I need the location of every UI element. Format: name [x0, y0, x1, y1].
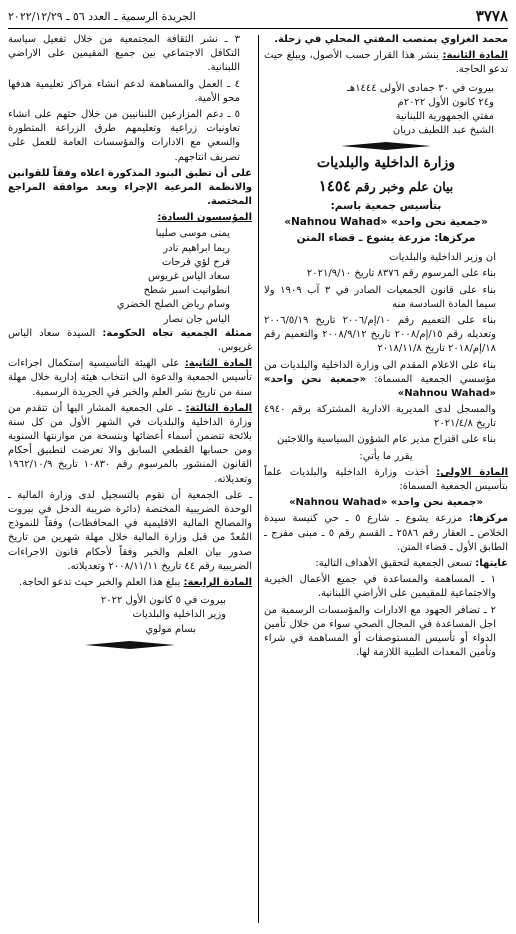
right-column	[264, 33, 508, 923]
section-divider-icon	[341, 142, 431, 150]
article-label: المادة الاولى:	[436, 466, 508, 478]
left-column	[8, 33, 252, 923]
association-name-line: «جمعية نحن واحد» «Nahnou Wahad»	[289, 497, 483, 509]
notice-text: بناء على الاعلام المقدم الى وزارة الداخلية والبلديات من مؤسسي الجمعية المسماة:	[264, 359, 496, 385]
legal-basis: بناء على التعميم رقم ١٠/إم/٢٠٠٦ تاريخ ٢٠٠٦/٥/١٩ وتعديله رقم ١٥/إم/٢٠٠٨ تاريخ ٢٠٠٨/٩/١٢ والتعميم رقم ١٨/إم/٢٠١٨ تاريخ ٢٠١٨/١١/٨	[264, 314, 496, 355]
goal-item: ٣ ـ نشر الثقافة المجتمعية من خلال تفعيل سياسة التكافل الاجتماعي بين جميع المقيمين على الاراضي اللبنانية.	[8, 34, 240, 74]
section-divider-icon	[85, 641, 175, 649]
article-text: على الهيئة التأسيسية إستكمال اجراءات تأسيس الجمعية والدعوة الى انتخاب هيئة إدارية خلال مهلة سنة من تاريخ نشر العلم والخبر في الجريدة الرسمية.	[8, 358, 252, 398]
article-label: المادة الثانية:	[184, 358, 252, 370]
decision-prefix: بيان علم وخبر رقم	[355, 179, 454, 195]
article-3	[8, 402, 252, 487]
founders-label: المؤسسون السادة:	[157, 212, 252, 224]
goal-item: ٥ ـ دعم المزارعين اللبنانيين من خلال حثهم على انشاء تعاونيات زراعية وتعليمهم طرق الزراعة المتطورة والسعي مع الادارات والمؤسسات العامة للعمل على تصريف انتاجهم.	[8, 108, 240, 163]
ministry-title: وزارة الداخلية والبلديات	[316, 155, 456, 172]
mufti-line: محمد الغزاوي بمنصب المفتي المحلي في زحلة.	[274, 34, 508, 45]
article-3-finance: ـ على الجمعية أن تقوم بالتسجيل لدى وزارة المالية ـ الوحدة الضريبية المختصة (دائرة ضريبة الدخل في بيروت والمصالح المالية الاقليمية في المحافظات) وفقاً للنموذج المُعدّ من قبل وزارة المالية خلال مهلة شهرين من تاريخ صدور بيان العلم والخبر وفقاً لأحكام قانون الاجراءات الضريبية رقم ٤٤ تاريخ ٢٠٠٨/١١/١١ وتعديلاته.	[8, 489, 252, 572]
legal-basis	[264, 359, 508, 402]
legal-basis: بناء على قانون الجمعيات الصادر في ٣ آب ١٩٠٩ ولا سيما المادة السادسة منه	[264, 284, 496, 310]
goal-item: ٢ ـ تضافر الجهود مع الادارات والمؤسسات الرسمية من اجل المساعدة في المجال الصحي سواء من خلال تأمين الدواء أو تأسيس المستوصفات أو المساهمة في شراء وتأمين المعدات الطبية اللازمة لها.	[264, 604, 496, 659]
decision-number: ١٤٥٤	[318, 177, 351, 196]
goals-paragraph	[264, 557, 508, 571]
representative-text: السيدة سعاد الياس غريوس.	[8, 327, 252, 353]
founder-name: الياس جان نصار	[163, 313, 230, 325]
date-line: بيروت في ٥ كانون الأول ٢٠٢٢	[100, 595, 226, 607]
decision-heading	[264, 176, 508, 197]
hq-paragraph	[264, 512, 508, 555]
decision-subject: بتأسيس جمعية باسم:	[330, 200, 442, 213]
goals-label: غايتها:	[475, 557, 508, 569]
article-label: المادة الرابعة:	[183, 576, 252, 588]
article-text: أخذت وزارة الداخلية والبلديات علماً بتأسيس الجمعية المسماة:	[264, 466, 508, 493]
founder-name: سعاد الياس غريوس	[147, 271, 230, 282]
association-hq: مركزها: مزرعة يشوع ـ قضاء المتن	[296, 232, 476, 245]
article-label: المادة الثانية:	[442, 50, 508, 62]
registration-line: والمسجل لدى المديرية الادارية المشتركة برقم ٤٩٤٠ تاريخ ٢٠٢١/٤/٨	[264, 404, 496, 430]
goals-text: تسعى الجمعية لتحقيق الأهداف التالية:	[315, 557, 473, 569]
legal-basis: بناء على المرسوم رقم ٨٣٧٦ تاريخ ٢٠٢١/٩/١٠	[306, 268, 496, 280]
founders-list	[8, 227, 252, 326]
decides-line: يقرر ما يأتي:	[359, 450, 413, 462]
association-name: «جمعية نحن واحد» «Nahnou Wahad»	[284, 216, 488, 229]
association-name-inline: «جمعية نحن واحد» «Nahnou Wahad»	[264, 373, 496, 399]
founder-name: وسام رياض الصلح الخضري	[116, 299, 230, 311]
date-line: و٢٤ كانون الأول ٢٠٢٢م	[397, 96, 494, 108]
page-number: ٣٧٧٨	[475, 7, 508, 26]
representative-label: ممثلة الجمعية تجاه الحكومة:	[102, 327, 252, 339]
article-label: المادة الثالثة:	[185, 402, 252, 414]
goal-item: ١ ـ المساهمة والمساعدة في جميع الأعمال الخيرية والاجتماعية للمقيمين على الأراضي اللبنانية.	[264, 574, 496, 600]
article-4	[8, 576, 252, 590]
hq-label: مركزها:	[468, 513, 508, 525]
gazette-title: الجريدة الرسمية ـ العدد ٥٦ ـ ٢٠٢٢/١٢/٢٩	[8, 10, 196, 24]
legal-basis: بناء على اقتراح مدير عام الشؤون السياسية واللاجئين	[277, 434, 496, 446]
article-text: يبلغ هذا العلم والخبر حيث تدعو الحاجة.	[19, 576, 181, 588]
mufti-signature-block	[264, 82, 508, 139]
goal-item: ٤ ـ العمل والمساهمة لدعم انشاء مراكز تعليمية هدفها محو الأمية.	[8, 78, 240, 104]
intro-line: ان وزير الداخلية والبلديات	[389, 252, 496, 264]
signature-title: مفتي الجمهورية اللبنانية	[395, 110, 494, 122]
columns	[8, 33, 508, 923]
article-1	[264, 466, 508, 494]
minister-signature-block	[8, 594, 252, 637]
founder-name: فرح لؤي فرحات	[161, 256, 230, 268]
founder-name: يمنى موسى صليبا	[155, 228, 230, 240]
page-header	[8, 6, 508, 29]
article-text: ينشر هذا القرار حسب الأصول، ويبلغ حيث تدعو الحاجة.	[264, 50, 508, 76]
date-line: بيروت في ٣٠ جمادى الأولى ١٤٤٤هـ	[346, 82, 494, 94]
hq-text: مزرعة يشوع ـ شارع ٥ ـ حي كنيسة سيدة الخلاص ـ العقار رقم ٢٥٨٦ ـ القسم رقم ٥ ـ مبنى مفرج ـ الطابق الأول ـ قضاء المتن.	[264, 513, 508, 553]
representative-paragraph	[8, 327, 252, 355]
founder-name: انطوانيت اسبر شطح	[143, 285, 230, 297]
column-rule	[258, 35, 259, 923]
mufti-article-2	[264, 49, 508, 77]
founder-name: ريما ابراهيم نادر	[163, 242, 230, 254]
article-2	[8, 357, 252, 400]
signature-name: بسام مولوي	[145, 623, 196, 635]
signature-name: الشيخ عبد اللطيف دريان	[392, 125, 494, 137]
article-text: ـ على الجمعية المشار اليها أن تتقدم من وزارة الداخلية والبلديات في الشهر الأول من كل سنة بلائحة تتضمن أسماء أعضائها وبنسخة من موازنتها السنوية ومن حسابها القطعي السابق والا تعرضت لتطبيق أحكام القانون المنشور بالمرسوم رقم ١٠٨٣٠ تاريخ ١٩٦٢/١٠/٩ وتعديلاته.	[8, 402, 252, 485]
signature-title: وزير الداخلية والبلديات	[132, 609, 226, 621]
condition-paragraph: على أن تطبق البنود المذكورة اعلاه وفقاً للقوانين والانظمة المرعية الإجراء وبعد موافقة المراجع المختصة.	[8, 167, 252, 208]
